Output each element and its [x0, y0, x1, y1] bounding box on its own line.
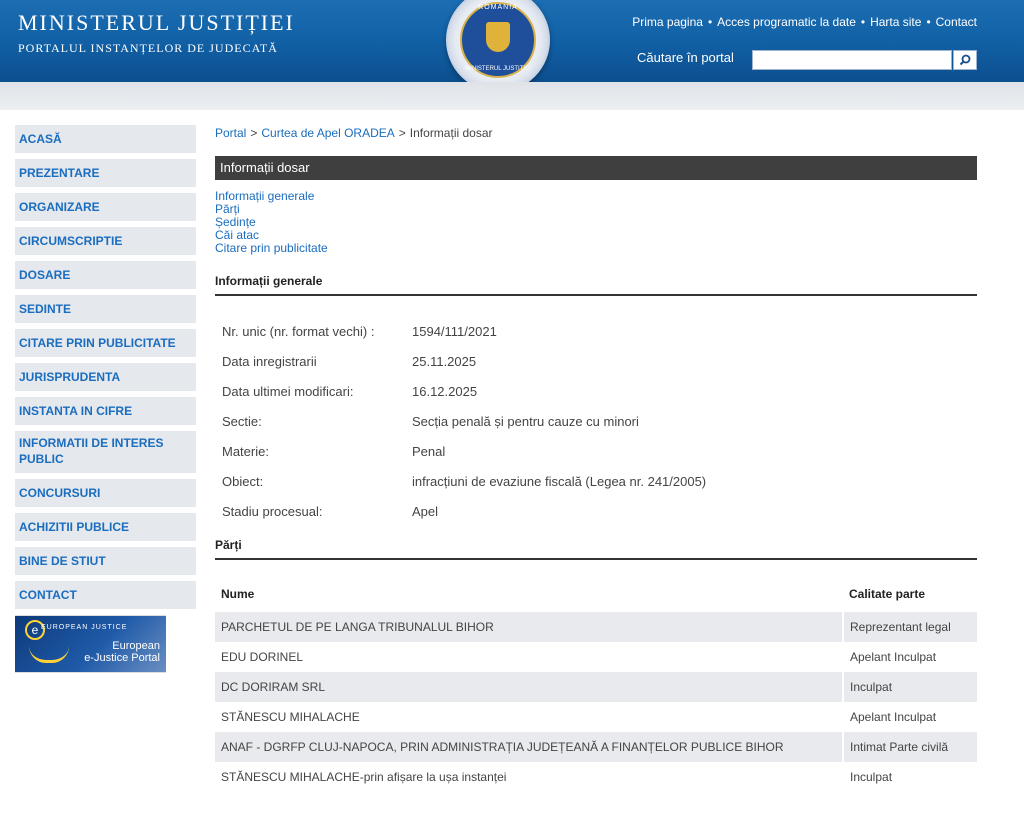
dossier-sub-links: [215, 190, 977, 255]
party-name: STĂNESCU MIHALACHE: [215, 702, 843, 732]
info-label: Stadiu procesual:: [222, 503, 323, 519]
info-label: Data ultimei modificari:: [222, 383, 354, 399]
ejustice-small-text: EUROPEAN JUSTICE: [41, 624, 128, 631]
sublink-parti[interactable]: Părți: [215, 202, 240, 216]
breadcrumb-current: Informații dosar: [409, 126, 493, 140]
parties-table: [215, 578, 977, 792]
party-name: STĂNESCU MIHALACHE-prin afișare la ușa instanței: [215, 762, 843, 792]
info-value: Apel: [412, 503, 439, 519]
table-row: [215, 672, 977, 702]
sidebar-item-achizitii-publice[interactable]: ACHIZITII PUBLICE: [15, 513, 196, 541]
party-role: Apelant Inculpat: [850, 710, 937, 724]
breadcrumb-portal[interactable]: Portal: [215, 126, 247, 140]
info-row: [215, 436, 977, 466]
info-row: [215, 466, 977, 496]
separator-dot: •: [707, 15, 713, 29]
info-value: infracțiuni de evaziune fiscală (Legea nr. 241/2005): [412, 473, 707, 489]
party-role: Reprezentant legal: [843, 612, 977, 642]
parties-header-row: [215, 578, 977, 612]
table-row: [215, 702, 977, 732]
info-row: [215, 376, 977, 406]
table-row: [215, 642, 977, 672]
info-value: Penal: [412, 443, 446, 459]
coat-of-arms-icon: [486, 22, 510, 52]
breadcrumb-separator: >: [398, 126, 406, 140]
search-input[interactable]: [752, 50, 952, 70]
link-contact[interactable]: Contact: [935, 15, 977, 29]
ejustice-portal-banner[interactable]: [15, 615, 166, 673]
party-name: EDU DORINEL: [215, 642, 843, 672]
search-icon: [959, 54, 971, 66]
link-harta-site[interactable]: Harta site: [870, 15, 922, 29]
main-content: [215, 126, 977, 792]
separator-dot: •: [926, 15, 931, 29]
link-prima-pagina[interactable]: Prima pagina: [632, 15, 703, 29]
info-value: 25.11.2025: [412, 353, 477, 369]
table-row: [215, 612, 977, 642]
party-name: DC DORIRAM SRL: [215, 672, 843, 702]
party-name: PARCHETUL DE PE LANGA TRIBUNALUL BIHOR: [215, 612, 843, 642]
sidebar-item-dosare[interactable]: DOSARE: [15, 261, 196, 289]
sidebar-item-sedinte[interactable]: SEDINTE: [15, 295, 196, 323]
breadcrumb: [215, 126, 977, 146]
sublink-citare-publicitate[interactable]: Citare prin publicitate: [215, 241, 328, 255]
ejustice-swoosh-icon: [29, 646, 69, 663]
emblem-top-text: ROMANIA: [478, 4, 518, 11]
general-info-table: [215, 316, 977, 526]
sidebar-item-circumscriptie[interactable]: CIRCUMSCRIPTIE: [15, 227, 196, 255]
sidebar-item-bine-de-stiut[interactable]: BINE DE STIUT: [15, 547, 196, 575]
sidebar-item-informatii-interes-public[interactable]: INFORMATII DE INTERES PUBLIC: [15, 431, 196, 473]
sidebar-nav: [15, 125, 196, 673]
sublink-sedinte[interactable]: Ședințe: [215, 215, 256, 229]
ejustice-line1: European: [112, 640, 160, 652]
party-name: ANAF - DGRFP CLUJ-NAPOCA, PRIN ADMINISTRAȚIA JUDEȚEANĂ A FINANȚELOR PUBLICE BIHOR: [215, 732, 843, 762]
sidebar-item-citare[interactable]: CITARE PRIN PUBLICITATE: [15, 329, 196, 357]
ejustice-e-icon: e: [25, 620, 45, 640]
info-value: 1594/111/2021: [412, 323, 497, 339]
sidebar-item-contact[interactable]: CONTACT: [15, 581, 196, 609]
breadcrumb-separator: >: [250, 126, 258, 140]
header-band: [0, 82, 1024, 110]
ministry-emblem-logo[interactable]: [446, 0, 550, 92]
portal-subtitle[interactable]: PORTALUL INSTANȚELOR DE JUDECATĂ: [18, 41, 278, 55]
info-row: [215, 496, 977, 526]
party-role: Inculpat: [843, 672, 977, 702]
info-row: [215, 406, 977, 436]
ministry-title[interactable]: MINISTERUL JUSTIȚIEI: [18, 10, 295, 35]
emblem-bottom-text: MINISTERUL JUSTIȚIEI: [465, 66, 531, 72]
info-label: Data inregistrarii: [222, 353, 317, 369]
table-row: [215, 762, 977, 792]
info-label: Sectie:: [222, 413, 262, 429]
sidebar-item-jurisprudenta[interactable]: JURISPRUDENTA: [15, 363, 196, 391]
sidebar-item-organizare[interactable]: ORGANIZARE: [15, 193, 196, 221]
parties-heading: Părți: [215, 538, 977, 560]
ejustice-title: [84, 640, 160, 664]
sublink-informatii-generale[interactable]: Informații generale: [215, 189, 315, 203]
info-value: Secția penală și pentru cauze cu minori: [412, 413, 639, 429]
link-acces-programatic[interactable]: Acces programatic la date: [717, 15, 856, 29]
party-role: Inculpat: [850, 770, 893, 784]
party-role: Intimat Parte civilă: [843, 732, 977, 762]
top-nav: [632, 15, 977, 29]
breadcrumb-court[interactable]: Curtea de Apel ORADEA: [261, 126, 395, 140]
info-label: Nr. unic (nr. format vechi) :: [222, 323, 375, 339]
info-row: [215, 316, 977, 346]
info-label: Materie:: [222, 443, 269, 459]
table-row: [215, 732, 977, 762]
info-value: 16.12.2025: [412, 383, 478, 399]
search-label: Căutare în portal: [637, 50, 734, 65]
sidebar-item-concursuri[interactable]: CONCURSURI: [15, 479, 196, 507]
section-title-bar: Informații dosar: [215, 156, 977, 180]
sidebar-item-instanta-in-cifre[interactable]: INSTANTA IN CIFRE: [15, 397, 196, 425]
info-row: [215, 346, 977, 376]
info-label: Obiect:: [222, 473, 264, 489]
general-info-heading: Informații generale: [215, 274, 977, 296]
party-role: Apelant Inculpat: [850, 650, 937, 664]
ejustice-line2: e-Justice Portal: [84, 652, 160, 664]
column-header-nume: Nume: [221, 587, 255, 601]
sidebar-item-prezentare[interactable]: PREZENTARE: [15, 159, 196, 187]
column-header-calitate: Calitate parte: [849, 587, 926, 601]
site-header: [0, 0, 1024, 82]
separator-dot: •: [860, 15, 866, 29]
sidebar-item-acasa[interactable]: ACASĂ: [15, 125, 196, 153]
sublink-cai-atac[interactable]: Căi atac: [215, 228, 260, 242]
search-button[interactable]: [953, 50, 977, 70]
